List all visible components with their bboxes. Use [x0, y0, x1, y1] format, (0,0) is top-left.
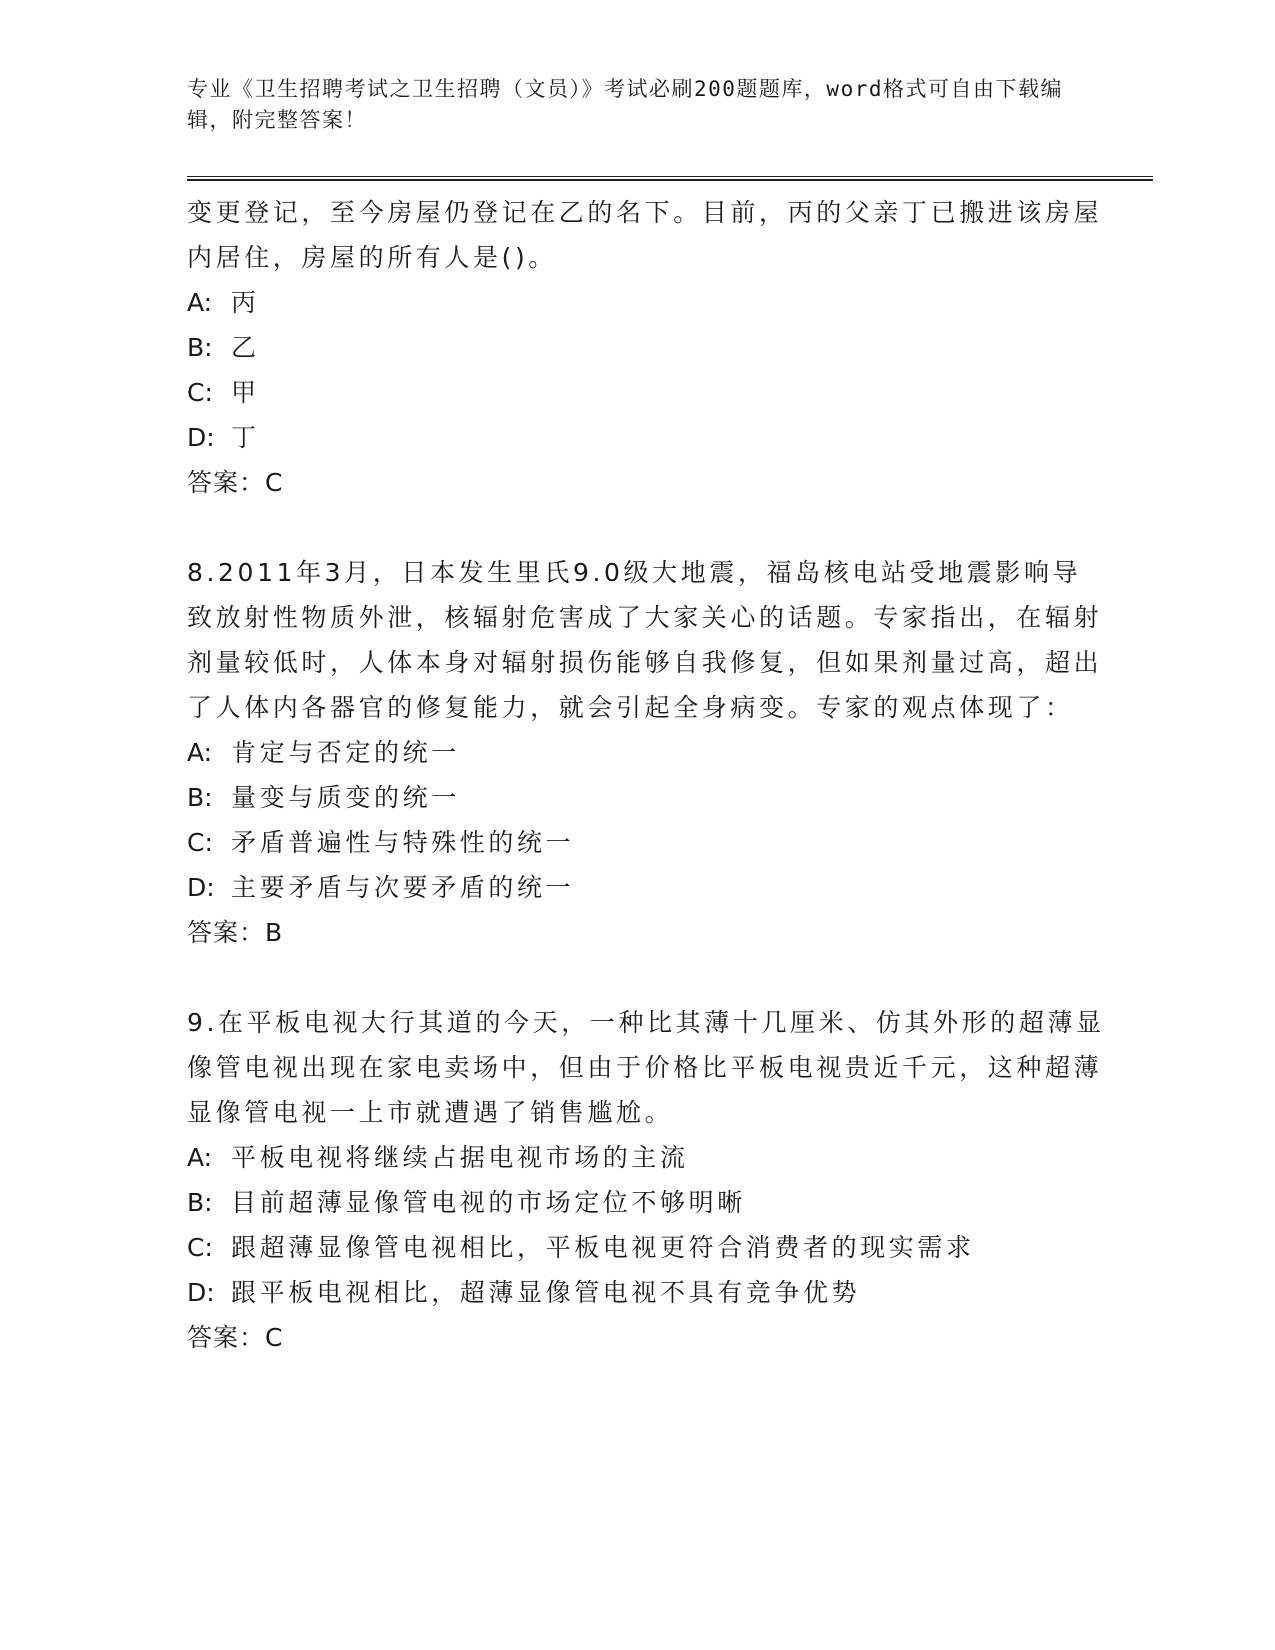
option-b [187, 325, 1107, 370]
option-b [187, 1180, 1107, 1225]
option-key: D: [187, 1278, 215, 1307]
option-text: 平板电视将继续占据电视市场的主流 [231, 1143, 689, 1172]
document-body [187, 190, 1107, 1405]
question-text: 9.在平板电视大行其道的今天，一种比其薄十几厘米、仿其外形的超薄显像管电视出现在家电卖场中，但由于价格比平板电视贵近千元，这种超薄显像管电视一上市就遭遇了销售尴尬。 [187, 1008, 1105, 1127]
option-key: B: [187, 1188, 213, 1217]
option-text: 目前超薄显像管电视的市场定位不够明晰 [231, 1188, 746, 1217]
option-key: C: [187, 378, 213, 407]
option-d [187, 865, 1107, 910]
header-divider [187, 176, 1153, 181]
option-key: C: [187, 828, 213, 857]
option-a [187, 1135, 1107, 1180]
option-c [187, 1225, 1107, 1270]
option-text: 跟平板电视相比，超薄显像管电视不具有竞争优势 [231, 1278, 861, 1307]
option-a [187, 730, 1107, 775]
question-text: 8.2011年3月，日本发生里氏9.0级大地震，福岛核电站受地震影响导致放射性物质外泄，核辐射危害成了大家关心的话题。专家指出，在辐射剂量较低时，人体本身对辐射损伤能够自我修复，但如果剂量过高，超出了人体内各器官的修复能力，就会引起全身病变。专家的观点体现了： [187, 558, 1103, 722]
page-header: 专业《卫生招聘考试之卫生招聘（文员）》考试必刷200题题库，word格式可自由下载编辑，附完整答案！ [187, 77, 1063, 132]
option-c [187, 820, 1107, 865]
option-d [187, 1270, 1107, 1315]
answer-text: 答案：C [187, 1323, 284, 1352]
option-key: A: [187, 288, 213, 317]
option-text: 跟超薄显像管电视相比，平板电视更符合消费者的现实需求 [231, 1233, 975, 1262]
answer-text: 答案：C [187, 468, 284, 497]
option-text: 矛盾普遍性与特殊性的统一 [231, 828, 575, 857]
option-text: 主要矛盾与次要矛盾的统一 [231, 873, 575, 902]
option-text: 甲 [231, 378, 260, 407]
question-block-7 [187, 190, 1107, 505]
option-key: B: [187, 783, 213, 812]
option-key: D: [187, 423, 215, 452]
option-key: D: [187, 873, 215, 902]
option-text: 丙 [231, 288, 260, 317]
option-key: A: [187, 738, 213, 767]
option-c [187, 370, 1107, 415]
option-text: 乙 [231, 333, 260, 362]
option-key: B: [187, 333, 213, 362]
question-block-9 [187, 1000, 1107, 1360]
option-text: 肯定与否定的统一 [231, 738, 460, 767]
option-a [187, 280, 1107, 325]
option-key: C: [187, 1233, 213, 1262]
option-d [187, 415, 1107, 460]
answer-text: 答案：B [187, 918, 284, 947]
option-text: 丁 [231, 423, 260, 452]
option-text: 量变与质变的统一 [231, 783, 460, 812]
question-text: 变更登记，至今房屋仍登记在乙的名下。目前，丙的父亲丁已搬进该房屋内居住，房屋的所有人是()。 [187, 198, 1103, 272]
option-b [187, 775, 1107, 820]
option-key: A: [187, 1143, 213, 1172]
question-block-8 [187, 550, 1107, 955]
